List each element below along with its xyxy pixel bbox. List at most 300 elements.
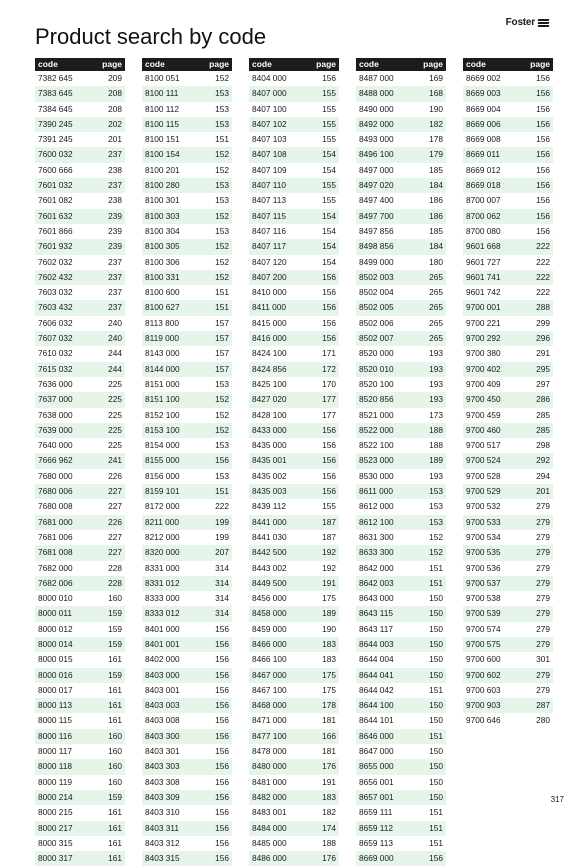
product-code: 8100 304 <box>145 225 180 236</box>
table-row <box>142 117 232 132</box>
catalog-page: 150 <box>429 791 443 802</box>
product-code: 8496 100 <box>359 149 394 160</box>
table-row <box>142 622 232 637</box>
catalog-page: 208 <box>108 103 122 114</box>
product-code: 9700 533 <box>466 516 501 527</box>
catalog-page: 159 <box>108 791 122 802</box>
table-row <box>463 117 553 132</box>
table-row <box>142 683 232 698</box>
catalog-page: 280 <box>536 715 550 726</box>
catalog-page: 151 <box>429 577 443 588</box>
product-code: 8497 700 <box>359 210 394 221</box>
table-row <box>356 209 446 224</box>
catalog-page: 193 <box>429 378 443 389</box>
table-row <box>463 102 553 117</box>
table-row <box>142 515 232 530</box>
catalog-page: 176 <box>322 761 336 772</box>
product-code: 8435 001 <box>252 455 287 466</box>
product-code: 8467 000 <box>252 669 287 680</box>
product-code: 8172 000 <box>145 501 180 512</box>
product-code: 8669 018 <box>466 180 501 191</box>
product-code: 8403 008 <box>145 715 180 726</box>
catalog-page: 156 <box>536 103 550 114</box>
catalog-page: 209 <box>108 73 122 83</box>
product-code: 8642 000 <box>359 562 394 573</box>
product-code: 9601 668 <box>466 241 501 252</box>
page-number: 317 <box>550 795 564 804</box>
catalog-page: 188 <box>429 440 443 451</box>
product-code: 9700 903 <box>466 700 501 711</box>
catalog-page: 153 <box>215 470 229 481</box>
catalog-page: 156 <box>536 73 550 83</box>
table-row <box>35 561 125 576</box>
table-row <box>142 362 232 377</box>
product-code: 8530 000 <box>359 470 394 481</box>
table-row <box>356 163 446 178</box>
product-code: 8656 001 <box>359 776 394 787</box>
product-code: 8416 000 <box>252 333 287 344</box>
catalog-page: 151 <box>429 730 443 741</box>
table-body <box>142 71 232 866</box>
catalog-page: 192 <box>322 562 336 573</box>
catalog-page: 156 <box>322 317 336 328</box>
code-table-column <box>249 58 339 866</box>
product-code: 8441 030 <box>252 531 287 542</box>
catalog-page: 157 <box>215 333 229 344</box>
table-row <box>356 346 446 361</box>
product-code: 8410 000 <box>252 287 287 298</box>
product-code: 7382 645 <box>38 73 73 83</box>
catalog-page: 314 <box>215 593 229 604</box>
table-row <box>356 683 446 698</box>
table-row <box>463 530 553 545</box>
product-code: 8644 041 <box>359 669 394 680</box>
catalog-page: 156 <box>536 118 550 129</box>
product-code: 8212 000 <box>145 531 180 542</box>
table-row <box>356 270 446 285</box>
product-code: 8644 042 <box>359 684 394 695</box>
product-code: 9700 292 <box>466 333 501 344</box>
product-code: 8000 012 <box>38 623 73 634</box>
catalog-page: 156 <box>429 853 443 864</box>
catalog-page: 178 <box>429 134 443 145</box>
table-row <box>35 209 125 224</box>
product-code: 8403 303 <box>145 761 180 772</box>
catalog-page: 156 <box>215 684 229 695</box>
catalog-page: 191 <box>322 577 336 588</box>
catalog-page: 238 <box>108 164 122 175</box>
table-row <box>35 423 125 438</box>
table-row <box>356 331 446 346</box>
product-code: 8000 215 <box>38 807 73 818</box>
table-row <box>142 331 232 346</box>
catalog-page: 190 <box>429 103 443 114</box>
table-row <box>463 86 553 101</box>
table-row <box>35 193 125 208</box>
product-code: 8427 020 <box>252 394 287 405</box>
catalog-page: 191 <box>322 776 336 787</box>
table-row <box>35 698 125 713</box>
product-code: 8471 000 <box>252 715 287 726</box>
catalog-page: 222 <box>536 241 550 252</box>
table-row <box>35 117 125 132</box>
catalog-page: 279 <box>536 562 550 573</box>
catalog-page: 227 <box>108 501 122 512</box>
catalog-page: 279 <box>536 638 550 649</box>
table-row <box>463 561 553 576</box>
table-row <box>142 285 232 300</box>
catalog-page: 228 <box>108 562 122 573</box>
product-code: 8669 006 <box>466 118 501 129</box>
product-code: 8403 001 <box>145 684 180 695</box>
product-code: 8000 015 <box>38 654 73 665</box>
catalog-page: 201 <box>536 486 550 497</box>
table-row <box>463 668 553 683</box>
catalog-page: 161 <box>108 654 122 665</box>
catalog-page: 237 <box>108 271 122 282</box>
table-row <box>356 408 446 423</box>
header-code: code <box>359 59 379 69</box>
table-row <box>356 499 446 514</box>
product-code: 8100 154 <box>145 149 180 160</box>
catalog-page: 156 <box>215 623 229 634</box>
catalog-page: 222 <box>536 287 550 298</box>
product-code: 8643 000 <box>359 593 394 604</box>
catalog-page: 152 <box>215 149 229 160</box>
product-code: 7615 032 <box>38 363 73 374</box>
catalog-page: 279 <box>536 531 550 542</box>
header-page: page <box>316 59 336 69</box>
catalog-page: 169 <box>429 73 443 83</box>
catalog-page: 265 <box>429 317 443 328</box>
table-row <box>35 102 125 117</box>
table-row <box>356 713 446 728</box>
product-code: 8467 100 <box>252 684 287 695</box>
table-row <box>142 668 232 683</box>
catalog-page: 279 <box>536 623 550 634</box>
catalog-page: 152 <box>215 409 229 420</box>
product-code: 7391 245 <box>38 134 73 145</box>
product-code: 8700 062 <box>466 210 501 221</box>
table-row <box>142 346 232 361</box>
product-code: 8424 100 <box>252 348 287 359</box>
product-code: 8657 001 <box>359 791 394 802</box>
table-row <box>142 484 232 499</box>
table-row <box>249 561 339 576</box>
catalog-page: 151 <box>215 486 229 497</box>
table-row <box>463 683 553 698</box>
product-code: 8497 020 <box>359 180 394 191</box>
catalog-page: 174 <box>322 822 336 833</box>
catalog-page: 151 <box>215 287 229 298</box>
table-row <box>35 606 125 621</box>
table-row <box>142 805 232 820</box>
product-code: 8403 312 <box>145 837 180 848</box>
table-row <box>35 300 125 315</box>
product-code: 8520 100 <box>359 378 394 389</box>
catalog-page: 153 <box>215 103 229 114</box>
product-code: 8644 101 <box>359 715 394 726</box>
product-code: 7681 006 <box>38 531 73 542</box>
product-code: 8700 080 <box>466 225 501 236</box>
product-code: 8407 117 <box>252 241 286 252</box>
product-code: 8499 000 <box>359 256 394 267</box>
catalog-page: 152 <box>215 73 229 83</box>
catalog-page: 192 <box>322 547 336 558</box>
product-code: 8502 007 <box>359 333 394 344</box>
table-row <box>142 239 232 254</box>
table-row <box>142 178 232 193</box>
product-code: 8488 000 <box>359 88 394 99</box>
table-row <box>463 652 553 667</box>
catalog-page: 156 <box>215 822 229 833</box>
catalog-page: 239 <box>108 241 122 252</box>
table-row <box>463 591 553 606</box>
product-code: 8000 119 <box>38 776 72 787</box>
product-code: 8401 000 <box>145 623 180 634</box>
catalog-page: 150 <box>429 700 443 711</box>
table-row <box>249 346 339 361</box>
catalog-page: 155 <box>322 180 336 191</box>
catalog-page: 161 <box>108 700 122 711</box>
catalog-page: 193 <box>429 348 443 359</box>
product-code: 7600 032 <box>38 149 73 160</box>
product-code: 8493 000 <box>359 134 394 145</box>
table-row <box>356 239 446 254</box>
product-code: 8404 000 <box>252 73 287 83</box>
table-row <box>463 193 553 208</box>
table-row <box>249 652 339 667</box>
table-row <box>142 270 232 285</box>
catalog-page: 297 <box>536 378 550 389</box>
catalog-page: 150 <box>429 761 443 772</box>
catalog-page: 237 <box>108 180 122 191</box>
catalog-page: 156 <box>536 180 550 191</box>
product-code: 8403 300 <box>145 730 180 741</box>
table-row <box>142 759 232 774</box>
product-code: 8401 001 <box>145 638 180 649</box>
product-code: 9700 529 <box>466 486 501 497</box>
product-code: 8403 000 <box>145 669 180 680</box>
table-row <box>35 790 125 805</box>
table-row <box>249 515 339 530</box>
table-row <box>356 117 446 132</box>
product-code: 9700 539 <box>466 608 501 619</box>
product-code: 8522 000 <box>359 424 394 435</box>
table-row <box>249 668 339 683</box>
catalog-page: 153 <box>429 486 443 497</box>
product-code: 8100 331 <box>145 271 180 282</box>
table-row <box>142 147 232 162</box>
table-body <box>356 71 446 866</box>
product-code: 8669 012 <box>466 164 501 175</box>
catalog-page: 159 <box>108 638 122 649</box>
table-row <box>35 270 125 285</box>
product-code: 8407 102 <box>252 118 287 129</box>
product-code: 9700 001 <box>466 302 501 313</box>
product-code: 7680 008 <box>38 501 73 512</box>
table-row <box>142 300 232 315</box>
catalog-page: 156 <box>215 700 229 711</box>
product-code: 7601 632 <box>38 210 73 221</box>
table-row <box>463 438 553 453</box>
product-code: 7384 645 <box>38 103 73 114</box>
catalog-page: 159 <box>108 623 122 634</box>
catalog-page: 156 <box>215 638 229 649</box>
table-row <box>356 637 446 652</box>
catalog-page: 292 <box>536 455 550 466</box>
catalog-page: 207 <box>215 547 229 558</box>
table-row <box>249 102 339 117</box>
product-code: 8403 311 <box>145 822 179 833</box>
table-row <box>35 683 125 698</box>
catalog-page: 294 <box>536 470 550 481</box>
table-row <box>463 178 553 193</box>
catalog-page: 183 <box>322 791 336 802</box>
product-code: 8502 004 <box>359 287 394 298</box>
product-code: 8523 000 <box>359 455 394 466</box>
product-code: 8100 627 <box>145 302 180 313</box>
table-row <box>35 591 125 606</box>
table-row <box>249 484 339 499</box>
product-code: 8449 500 <box>252 577 287 588</box>
table-row <box>142 591 232 606</box>
catalog-page: 171 <box>322 348 336 359</box>
table-row <box>463 163 553 178</box>
product-code: 8480 000 <box>252 761 287 772</box>
table-row <box>35 132 125 147</box>
table-row <box>249 591 339 606</box>
header-page: page <box>423 59 443 69</box>
product-code: 8100 280 <box>145 180 180 191</box>
product-code: 9700 575 <box>466 638 501 649</box>
product-code: 8669 003 <box>466 88 501 99</box>
table-row <box>35 759 125 774</box>
catalog-page: 155 <box>322 118 336 129</box>
table-row <box>463 622 553 637</box>
catalog-page: 279 <box>536 593 550 604</box>
product-code: 8100 303 <box>145 210 180 221</box>
table-row <box>463 499 553 514</box>
table-row <box>142 851 232 866</box>
table-row <box>356 836 446 851</box>
table-row <box>142 377 232 392</box>
catalog-page: 151 <box>215 302 229 313</box>
product-code: 9700 528 <box>466 470 501 481</box>
product-code: 7383 645 <box>38 88 73 99</box>
table-row <box>356 759 446 774</box>
table-row <box>356 193 446 208</box>
catalog-page: 227 <box>108 486 122 497</box>
catalog-page: 265 <box>429 333 443 344</box>
table-row <box>35 729 125 744</box>
table-row <box>249 805 339 820</box>
code-tables <box>35 58 553 866</box>
product-code: 7681 000 <box>38 516 73 527</box>
table-row <box>249 744 339 759</box>
table-header <box>35 58 125 71</box>
product-code: 7607 032 <box>38 333 73 344</box>
table-row <box>356 698 446 713</box>
table-row <box>356 790 446 805</box>
product-code: 9700 402 <box>466 363 501 374</box>
catalog-page: 156 <box>215 791 229 802</box>
table-row <box>35 224 125 239</box>
product-code: 8456 000 <box>252 593 287 604</box>
table-row <box>142 836 232 851</box>
product-code: 8407 116 <box>252 225 286 236</box>
product-code: 9700 380 <box>466 348 501 359</box>
product-code: 8320 000 <box>145 547 180 558</box>
table-row <box>249 683 339 698</box>
table-row <box>35 775 125 790</box>
table-row <box>142 438 232 453</box>
product-code: 8642 003 <box>359 577 394 588</box>
product-code: 8659 113 <box>359 837 393 848</box>
product-code: 8633 300 <box>359 547 394 558</box>
table-row <box>142 255 232 270</box>
product-code: 8152 100 <box>145 409 180 420</box>
catalog-page: 156 <box>322 486 336 497</box>
table-row <box>249 698 339 713</box>
product-code: 8425 100 <box>252 378 287 389</box>
catalog-page: 155 <box>322 195 336 206</box>
product-code: 8407 200 <box>252 271 287 282</box>
catalog-page: 156 <box>215 455 229 466</box>
table-row <box>35 453 125 468</box>
table-row <box>356 438 446 453</box>
catalog-page: 180 <box>429 256 443 267</box>
catalog-page: 222 <box>536 271 550 282</box>
product-code: 8478 000 <box>252 746 287 757</box>
product-code: 8482 000 <box>252 791 287 802</box>
product-code: 8439 112 <box>252 501 286 512</box>
catalog-page: 172 <box>322 363 336 374</box>
product-code: 7600 666 <box>38 164 73 175</box>
product-code: 8000 016 <box>38 669 73 680</box>
catalog-page: 157 <box>215 348 229 359</box>
catalog-page: 156 <box>536 164 550 175</box>
catalog-page: 193 <box>429 470 443 481</box>
catalog-page: 286 <box>536 394 550 405</box>
product-code: 7666 962 <box>38 455 73 466</box>
product-code: 8403 315 <box>145 853 180 864</box>
table-row <box>142 775 232 790</box>
catalog-page: 279 <box>536 684 550 695</box>
catalog-page: 178 <box>322 700 336 711</box>
table-row <box>249 530 339 545</box>
catalog-page: 186 <box>429 195 443 206</box>
catalog-page: 188 <box>429 424 443 435</box>
product-code: 8000 113 <box>38 700 72 711</box>
catalog-page: 160 <box>108 593 122 604</box>
product-code: 8403 003 <box>145 700 180 711</box>
table-row <box>35 163 125 178</box>
catalog-page: 154 <box>322 210 336 221</box>
catalog-page: 156 <box>536 149 550 160</box>
catalog-page: 151 <box>215 134 229 145</box>
table-row <box>142 86 232 101</box>
catalog-page: 159 <box>108 608 122 619</box>
catalog-page: 296 <box>536 333 550 344</box>
catalog-page: 156 <box>322 73 336 83</box>
table-row <box>249 545 339 560</box>
product-code: 9700 221 <box>466 317 501 328</box>
header-page: page <box>209 59 229 69</box>
brand-logo <box>506 17 549 28</box>
catalog-page: 152 <box>215 164 229 175</box>
table-row <box>463 392 553 407</box>
